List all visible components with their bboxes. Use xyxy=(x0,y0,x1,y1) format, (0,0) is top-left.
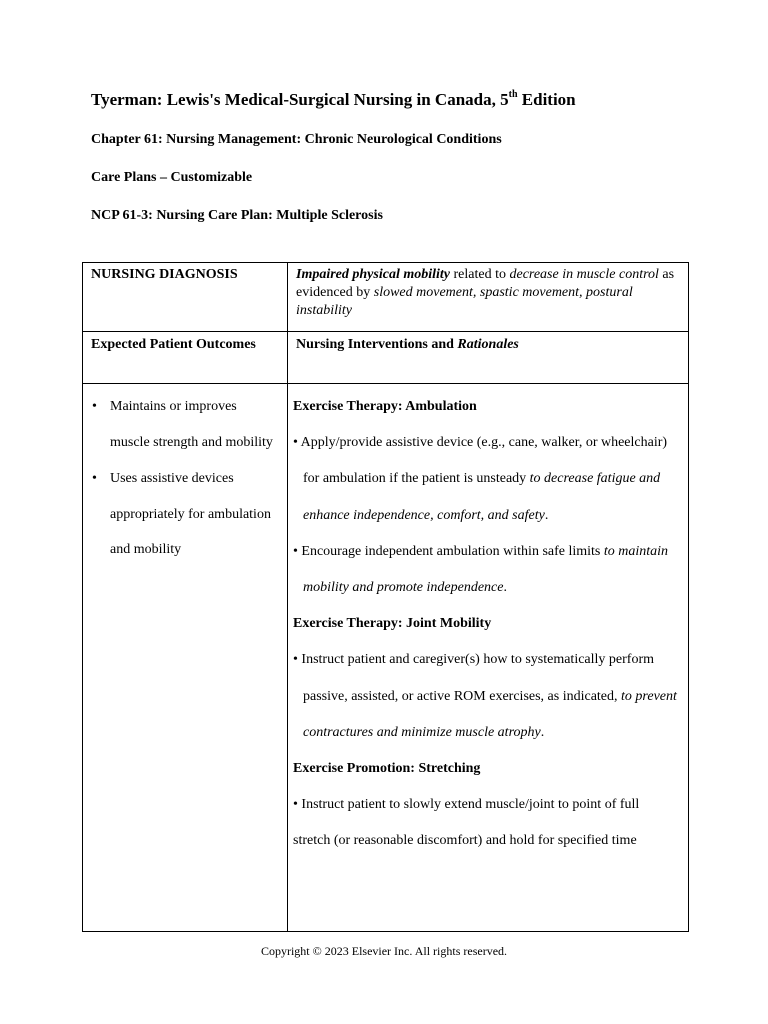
page-title xyxy=(91,90,576,110)
diagnosis-term: Impaired physical mobility xyxy=(296,267,450,282)
outcomes-header: Expected Patient Outcomes xyxy=(91,337,256,352)
period: . xyxy=(544,507,549,523)
intervention-text: Apply/provide assistive device (e.g., cane, walker, or wheelchair) for ambulation if the patient is unsteady xyxy=(300,435,668,487)
diagnosis-cause: decrease in muscle control xyxy=(509,267,659,282)
outcomes-header-cell xyxy=(83,332,288,384)
intervention-item xyxy=(293,642,680,751)
interventions-header: Nursing Interventions and xyxy=(296,337,458,352)
rationale-text: to prevent contractures and minimize muscle atrophy xyxy=(303,688,677,740)
section-heading-stretching: Exercise Promotion: Stretching xyxy=(293,761,481,777)
diagnosis-label: NURSING DIAGNOSIS xyxy=(91,267,238,282)
title-superscript: th xyxy=(508,89,518,100)
interventions-header-cell xyxy=(288,332,689,384)
care-plan-heading: NCP 61-3: Nursing Care Plan: Multiple Sclerosis xyxy=(91,208,383,223)
section-heading-joint-mobility: Exercise Therapy: Joint Mobility xyxy=(293,616,492,632)
bullet: • xyxy=(293,652,298,668)
intervention-item xyxy=(293,425,680,534)
intervention-text: Instruct patient to slowly extend muscle/joint to point of full stretch (or reasonable discomfort) and hold for specified time xyxy=(293,797,640,849)
rationales-header: Rationales xyxy=(457,337,519,352)
interventions-cell xyxy=(288,384,689,932)
section-heading-ambulation: Exercise Therapy: Ambulation xyxy=(293,399,477,414)
intervention-text: Encourage independent ambulation within safe limits xyxy=(301,543,604,559)
chapter-heading: Chapter 61: Nursing Management: Chronic Neurological Conditions xyxy=(91,132,502,147)
period: . xyxy=(503,580,507,596)
rationale-text: to maintain mobility and promote independence xyxy=(303,543,669,596)
section-heading: Care Plans – Customizable xyxy=(91,170,253,185)
care-plan-table xyxy=(82,262,689,932)
diagnosis-label-cell xyxy=(83,263,288,332)
interventions-list xyxy=(293,389,680,860)
title-suffix: Edition xyxy=(517,90,576,109)
column-header-row xyxy=(83,332,689,384)
outcome-item: • Uses assistive devices appropriately for ambulation and mobility xyxy=(88,461,279,568)
title-text: Tyerman: Lewis's Medical-Surgical Nursing in Canada, 5 xyxy=(91,90,509,109)
diagnosis-connector: related to xyxy=(450,267,510,282)
bullet: • xyxy=(293,797,298,813)
content-row xyxy=(83,384,689,932)
intervention-text: Instruct patient and caregiver(s) how to systematically perform passive, assisted, or active ROM exercises, as indicated, xyxy=(301,652,655,704)
diagnosis-evidence: slowed movement, spastic movement, postural instability xyxy=(296,285,633,318)
intervention-item xyxy=(293,534,680,606)
diagnosis-connector-2: as evidenced by xyxy=(296,267,675,300)
intervention-item xyxy=(293,787,680,859)
outcome-item: • Maintains or improves muscle strength and mobility xyxy=(88,389,279,460)
bullet: • xyxy=(293,435,298,451)
period: . xyxy=(540,724,545,740)
rationale-text: to decrease fatigue and enhance independence, comfort, and safety xyxy=(303,471,661,523)
diagnosis-row xyxy=(83,263,689,332)
diagnosis-cell xyxy=(288,263,689,332)
outcomes-cell xyxy=(83,384,288,932)
bullet: • xyxy=(293,543,298,559)
outcomes-list xyxy=(88,389,279,568)
copyright-footer: Copyright © 2023 Elsevier Inc. All rights reserved. xyxy=(260,944,508,958)
